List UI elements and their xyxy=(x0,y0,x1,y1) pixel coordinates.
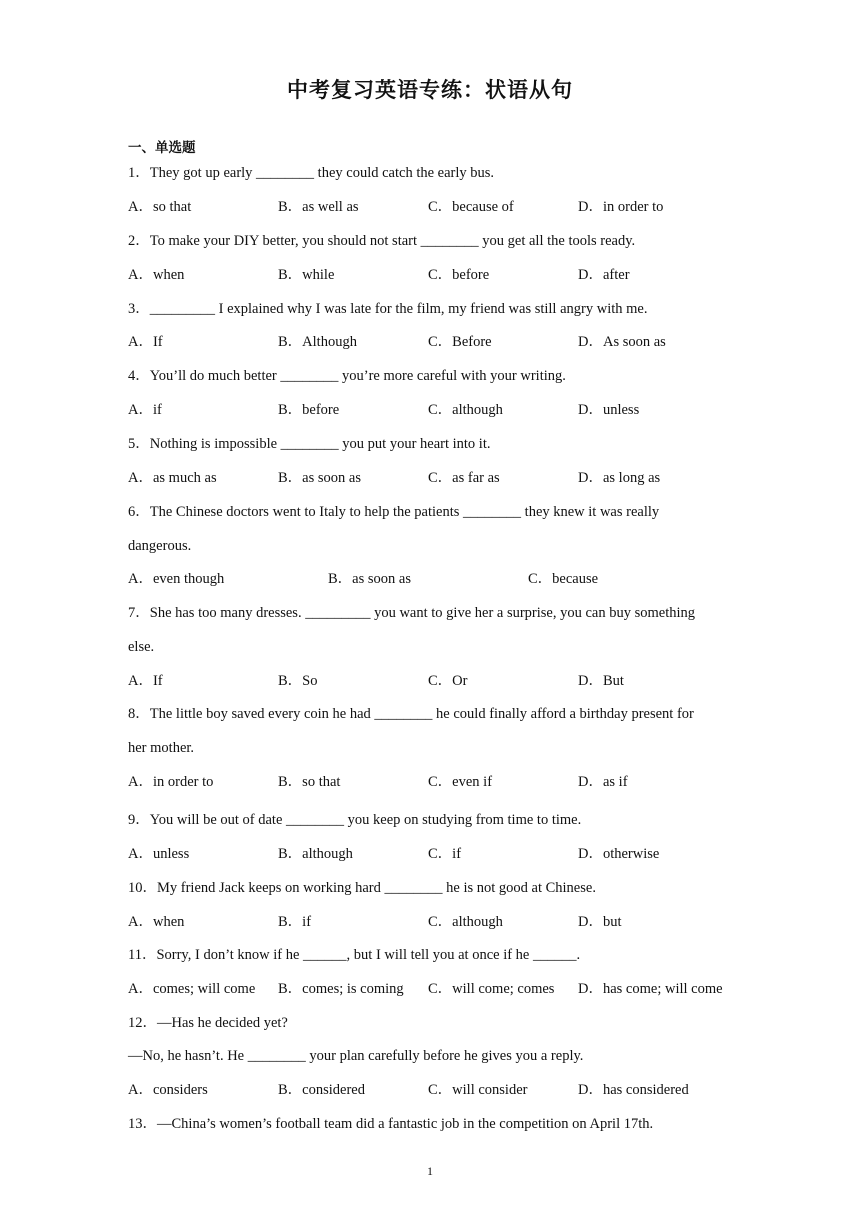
option-b: B．considered xyxy=(278,1082,365,1098)
option-d: D．after xyxy=(578,267,630,283)
section-heading: 一、单选题 xyxy=(128,140,196,156)
option-c: C．Or xyxy=(428,673,468,689)
option-c: C．although xyxy=(428,402,503,418)
option-d: D．as long as xyxy=(578,470,661,486)
question-7: 7．She has too many dresses. _________ you want to give her a surprise, you can buy something xyxy=(128,605,696,621)
question-10: 10．My friend Jack keeps on working hard ________ he is not good at Chinese. xyxy=(128,880,596,896)
question-6-continued: dangerous. xyxy=(128,538,192,554)
option-a: A．considers xyxy=(128,1082,208,1098)
question-1-options xyxy=(128,198,748,216)
option-b: B．So xyxy=(278,673,318,689)
question-12-options xyxy=(128,1081,748,1099)
option-b: B．so that xyxy=(278,774,341,790)
option-c: C．will come; comes xyxy=(428,981,555,997)
option-d: D．in order to xyxy=(578,199,664,215)
option-b: B．as soon as xyxy=(278,470,361,486)
question-8: 8．The little boy saved every coin he had ________ he could finally afford a birthday present for xyxy=(128,706,694,722)
option-a: A．as much as xyxy=(128,470,217,486)
question-11-options xyxy=(128,980,748,998)
option-a: A．when xyxy=(128,914,185,930)
question-5-options xyxy=(128,469,748,487)
option-a: A．comes; will come xyxy=(128,981,256,997)
option-d: D．has come; will come xyxy=(578,981,723,997)
option-d: D．has considered xyxy=(578,1082,689,1098)
option-d: D．But xyxy=(578,673,624,689)
question-8-continued: her mother. xyxy=(128,740,195,756)
question-3: 3．_________ I explained why I was late for the film, my friend was still angry with me. xyxy=(128,301,648,317)
option-c: C．as far as xyxy=(428,470,500,486)
question-9: 9．You will be out of date ________ you keep on studying from time to time. xyxy=(128,812,582,828)
question-10-options xyxy=(128,913,748,931)
option-a: A．when xyxy=(128,267,185,283)
option-a: A．so that xyxy=(128,199,192,215)
option-c: C．because of xyxy=(428,199,514,215)
page-title: 中考复习英语专练：状语从句 xyxy=(287,78,573,102)
option-d: D．As soon as xyxy=(578,334,666,350)
option-a: A．unless xyxy=(128,846,190,862)
option-d: D．but xyxy=(578,914,622,930)
question-8-options xyxy=(128,773,748,791)
option-c: C．will consider xyxy=(428,1082,528,1098)
option-b: B．although xyxy=(278,846,353,862)
option-b: B．while xyxy=(278,267,335,283)
option-c: C．if xyxy=(428,846,462,862)
option-b: B．as well as xyxy=(278,199,359,215)
question-1: 1．They got up early ________ they could catch the early bus. xyxy=(128,165,495,181)
option-c: C．because xyxy=(528,571,599,587)
option-b: B．comes; is coming xyxy=(278,981,404,997)
question-11: 11．Sorry, I don’t know if he ______, but I will tell you at once if he ______. xyxy=(128,947,581,963)
question-6: 6．The Chinese doctors went to Italy to help the patients ________ they knew it was really xyxy=(128,504,660,520)
option-c: C．before xyxy=(428,267,490,283)
option-b: B．if xyxy=(278,914,312,930)
option-b: B．as soon as xyxy=(328,571,411,587)
option-c: C．Before xyxy=(428,334,492,350)
question-6-options xyxy=(128,570,748,588)
option-a: A．If xyxy=(128,334,163,350)
option-c: C．even if xyxy=(428,774,493,790)
question-12: 12．—Has he decided yet? xyxy=(128,1015,288,1031)
question-9-options xyxy=(128,845,748,863)
question-4: 4．You’ll do much better ________ you’re more careful with your writing. xyxy=(128,368,566,384)
question-4-options xyxy=(128,401,748,419)
option-a: A．even though xyxy=(128,571,225,587)
option-d: D．unless xyxy=(578,402,640,418)
option-d: D．as if xyxy=(578,774,628,790)
question-3-options xyxy=(128,333,748,351)
option-a: A．If xyxy=(128,673,163,689)
question-13: 13．—China’s women’s football team did a fantastic job in the competition on April 17th. xyxy=(128,1116,654,1132)
option-d: D．otherwise xyxy=(578,846,660,862)
option-b: B．Although xyxy=(278,334,357,350)
option-c: C．although xyxy=(428,914,503,930)
question-12-continued: —No, he hasn’t. He ________ your plan carefully before he gives you a reply. xyxy=(128,1048,584,1064)
question-2: 2．To make your DIY better, you should not start ________ you get all the tools ready. xyxy=(128,233,636,249)
page-number: 1 xyxy=(427,1164,433,1178)
question-7-continued: else. xyxy=(128,639,155,655)
option-b: B．before xyxy=(278,402,340,418)
option-a: A．if xyxy=(128,402,162,418)
question-2-options xyxy=(128,266,748,284)
option-a: A．in order to xyxy=(128,774,214,790)
question-7-options xyxy=(128,672,748,690)
question-5: 5．Nothing is impossible ________ you put your heart into it. xyxy=(128,436,491,452)
